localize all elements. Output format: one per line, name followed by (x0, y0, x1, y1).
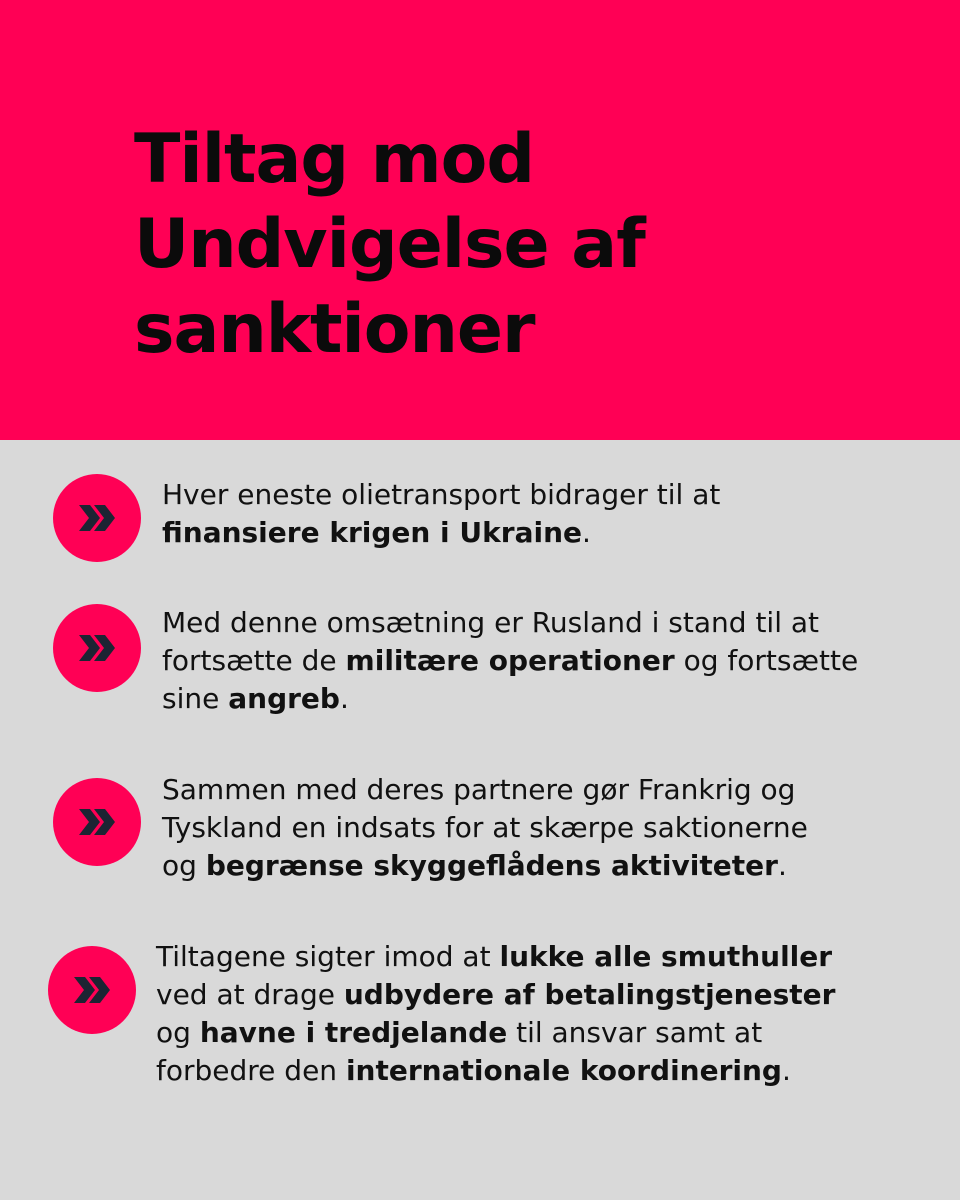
double-chevron-right-icon (77, 806, 119, 838)
text-run: . (781, 1054, 791, 1087)
text-run: . (582, 516, 591, 549)
text-run: og fortsætte (674, 644, 859, 677)
text-line (162, 680, 858, 718)
text-run: og (162, 849, 206, 882)
text-line (162, 847, 808, 885)
bold-text: lukke alle smuthuller (499, 940, 833, 973)
bullet-badge (48, 946, 136, 1034)
text-run: Med denne omsætning er Rusland i stand til at (162, 606, 820, 639)
text-line (162, 642, 858, 680)
text-line (156, 976, 835, 1014)
content-area (0, 440, 960, 1200)
bold-text: angreb (228, 682, 340, 715)
double-chevron-right-icon (72, 974, 114, 1006)
text-run: ved at drage (156, 978, 344, 1011)
text-run: forbedre den (156, 1054, 346, 1087)
text-line (162, 476, 720, 514)
title-line: Undvigelse af (134, 205, 645, 284)
bullet-badge (53, 474, 141, 562)
text-run: sine (162, 682, 229, 715)
header-banner (0, 0, 960, 440)
text-run: . (777, 849, 787, 882)
bold-text: militære operationer (345, 644, 675, 677)
text-run: Sammen med deres partnere gør Frankrig og (162, 773, 796, 806)
item-text (162, 771, 808, 885)
text-run: til ansvar samt at (507, 1016, 763, 1049)
bold-text: udbydere af betalingstjenester (343, 978, 836, 1011)
page-title (134, 117, 894, 372)
title-line: Tiltag mod (134, 120, 534, 199)
text-line (162, 771, 808, 809)
text-line (156, 938, 835, 976)
bold-text: finansiere krigen i Ukraine (162, 516, 582, 549)
text-line (162, 604, 858, 642)
item-text (162, 476, 720, 552)
text-run: og (156, 1016, 200, 1049)
double-chevron-right-icon (77, 502, 119, 534)
text-line (156, 1052, 835, 1090)
item-text (156, 938, 835, 1090)
item-text (162, 604, 858, 718)
double-chevron-right-icon (77, 632, 119, 664)
text-line (156, 1014, 835, 1052)
text-line (162, 809, 808, 847)
text-run: Tiltagene sigter imod at (156, 940, 500, 973)
title-line: sanktioner (134, 290, 535, 369)
text-run: . (339, 682, 349, 715)
bold-text: havne i tredjelande (199, 1016, 508, 1049)
text-run: Hver eneste olietransport bidrager til at (162, 478, 721, 511)
text-run: fortsætte de (162, 644, 346, 677)
bullet-badge (53, 778, 141, 866)
bold-text: begrænse skyggeflådens aktiviteter (205, 849, 778, 882)
text-line (162, 514, 720, 552)
bold-text: internationale koordinering (345, 1054, 782, 1087)
text-run: Tyskland en indsats for at skærpe saktionerne (162, 811, 808, 844)
bullet-badge (53, 604, 141, 692)
